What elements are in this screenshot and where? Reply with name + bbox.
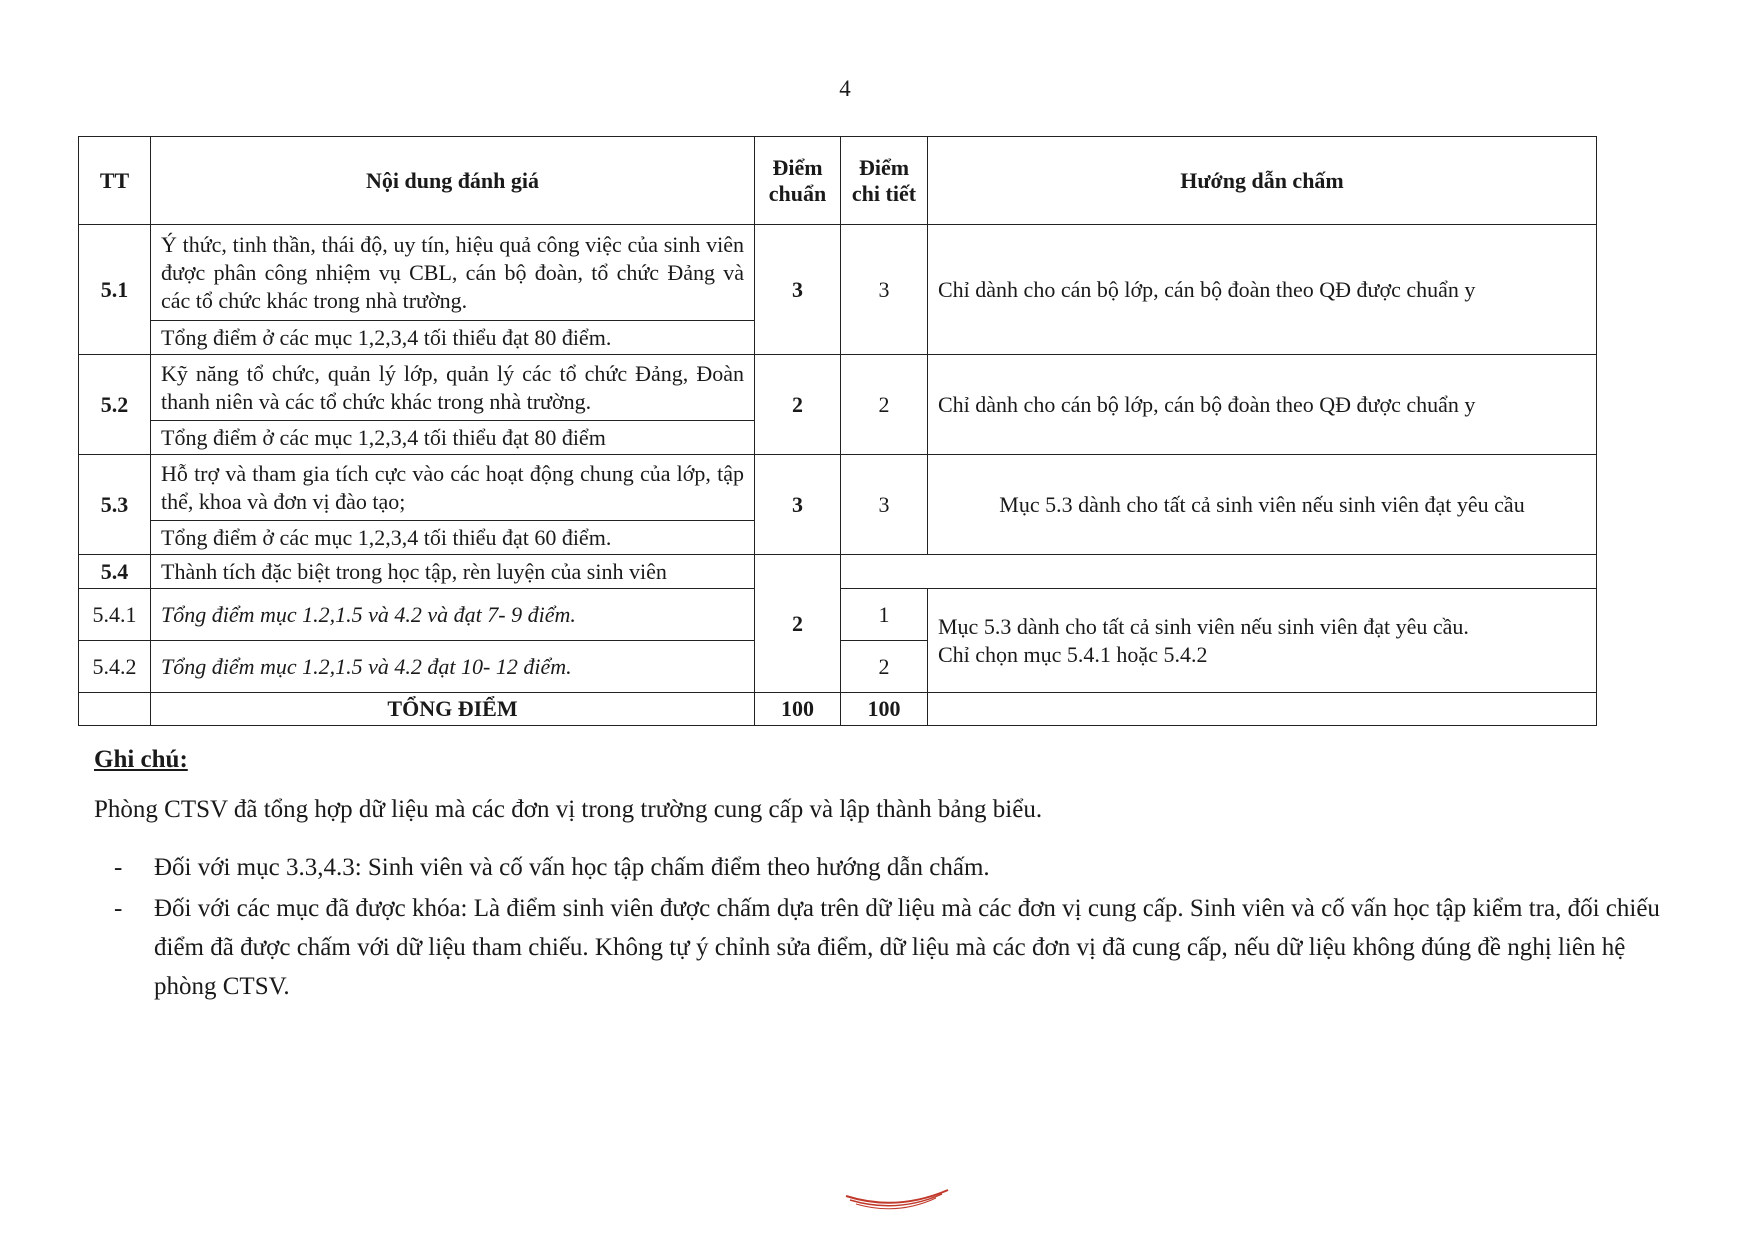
row-detail-score: 2	[841, 641, 928, 693]
row-empty-cell	[841, 555, 1597, 589]
bullet-dash: -	[114, 895, 123, 922]
signature-stamp-mark	[842, 1186, 952, 1210]
header-content: Nội dung đánh giá	[151, 137, 755, 225]
list-item	[114, 889, 1684, 1006]
notes-intro: Phòng CTSV đã tổng hợp dữ liệu mà các đơn vị trong trường cung cấp và lập thành bảng biểu.	[94, 796, 1043, 823]
table-row	[79, 225, 1597, 321]
row-detail-score: 2	[841, 355, 928, 455]
row-detail-score: 1	[841, 589, 928, 641]
total-standard-score: 100	[755, 693, 841, 726]
row-guide-line: Chỉ chọn mục 5.4.1 hoặc 5.4.2	[938, 641, 1208, 667]
total-label: TỔNG ĐIỂM	[151, 693, 755, 726]
row-tt: 5.4.2	[79, 641, 151, 693]
row-content: Hỗ trợ và tham gia tích cực vào các hoạt động chung của lớp, tập thể, khoa và đơn vị đào tạo;	[151, 455, 755, 521]
bullet-dash: -	[114, 854, 123, 881]
total-detail-score: 100	[841, 693, 928, 726]
header-tt: TT	[79, 137, 151, 225]
row-tt: 5.4.1	[79, 589, 151, 641]
notes-title: Ghi chú:	[94, 746, 188, 773]
table-row	[79, 555, 1597, 589]
header-guide: Hướng dẫn chấm	[928, 137, 1597, 225]
row-content: Kỹ năng tổ chức, quản lý lớp, quản lý các tổ chức Đảng, Đoàn thanh niên và các tổ chức khác trong nhà trường.	[151, 355, 755, 421]
row-guide: Chỉ dành cho cán bộ lớp, cán bộ đoàn theo QĐ được chuẩn y	[928, 225, 1597, 355]
grading-table	[78, 136, 1597, 726]
row-condition: Tổng điểm ở các mục 1,2,3,4 tối thiểu đạt 60 điểm.	[151, 521, 755, 555]
row-content: Tổng điểm mục 1.2,1.5 và 4.2 đạt 10- 12 điểm.	[151, 641, 755, 693]
list-item-text: Đối với các mục đã được khóa: Là điểm sinh viên được chấm dựa trên dữ liệu mà các đơn vị cung cấp. Sinh viên và cố vấn học tập kiểm tra, đối chiếu điểm đã được chấm với dữ liệu tham chiếu. Không tự ý chỉnh sửa điểm, dữ liệu mà các đơn vị đã cung cấp, nếu dữ liệu không đúng đề nghị liên hệ phòng CTSV.	[154, 895, 1660, 1000]
row-content: Ý thức, tinh thần, thái độ, uy tín, hiệu quả công việc của sinh viên được phân công nhiệm vụ CBL, cán bộ đoàn, tổ chức Đảng và các tổ chức khác trong nhà trường.	[151, 225, 755, 321]
row-tt: 5.1	[79, 225, 151, 355]
row-empty-cell	[928, 693, 1597, 726]
row-empty-cell	[79, 693, 151, 726]
list-item-text: Đối với mục 3.3,4.3: Sinh viên và cố vấn học tập chấm điểm theo hướng dẫn chấm.	[154, 854, 990, 881]
table-header-row	[79, 137, 1597, 225]
row-tt: 5.2	[79, 355, 151, 455]
page-number: 4	[839, 76, 851, 101]
row-tt: 5.3	[79, 455, 151, 555]
header-standard-score: Điểm chuẩn	[755, 137, 841, 225]
row-standard-score: 3	[755, 225, 841, 355]
row-standard-score: 2	[755, 555, 841, 693]
row-standard-score: 2	[755, 355, 841, 455]
row-guide: Mục 5.3 dành cho tất cả sinh viên nếu sinh viên đạt yêu cầu	[928, 455, 1597, 555]
table-row	[79, 455, 1597, 521]
list-item	[114, 848, 1684, 887]
row-condition: Tổng điểm ở các mục 1,2,3,4 tối thiểu đạt 80 điểm	[151, 421, 755, 455]
row-content: Tổng điểm mục 1.2,1.5 và 4.2 và đạt 7- 9 điểm.	[151, 589, 755, 641]
row-guide-line: Mục 5.3 dành cho tất cả sinh viên nếu sinh viên đạt yêu cầu.	[938, 613, 1469, 639]
row-tt: 5.4	[79, 555, 151, 589]
table-total-row	[79, 693, 1597, 726]
row-detail-score: 3	[841, 225, 928, 355]
row-condition: Tổng điểm ở các mục 1,2,3,4 tối thiểu đạt 80 điểm.	[151, 321, 755, 355]
table-row	[79, 355, 1597, 421]
row-guide	[928, 589, 1597, 693]
row-standard-score: 3	[755, 455, 841, 555]
row-content: Thành tích đặc biệt trong học tập, rèn luyện của sinh viên	[151, 555, 755, 589]
header-detail-score: Điểm chi tiết	[841, 137, 928, 225]
row-guide: Chỉ dành cho cán bộ lớp, cán bộ đoàn theo QĐ được chuẩn y	[928, 355, 1597, 455]
notes-list	[114, 848, 1684, 1008]
row-detail-score: 3	[841, 455, 928, 555]
